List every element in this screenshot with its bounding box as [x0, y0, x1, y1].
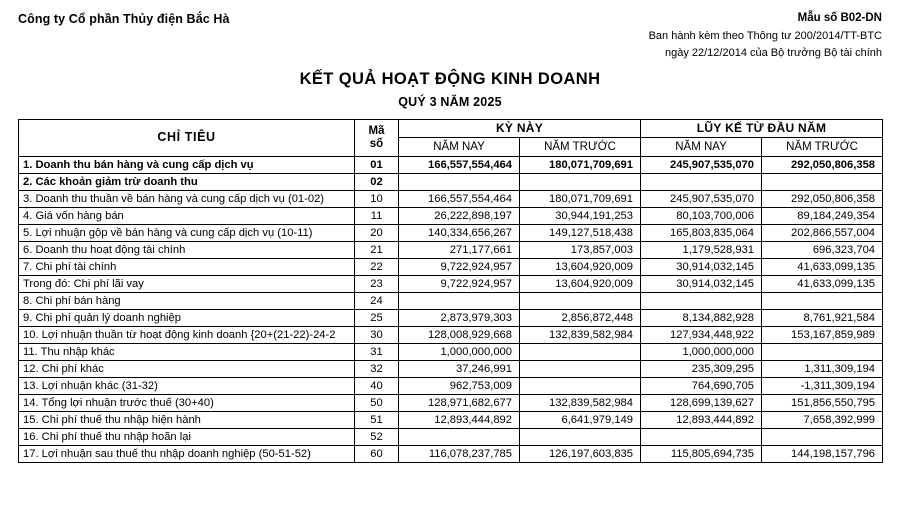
row-cumulative-this-year: 235,309,295: [641, 361, 762, 378]
row-indicator-label: 13. Lợi nhuận khác (31-32): [19, 378, 355, 395]
row-code: 23: [355, 276, 399, 293]
row-current-last-year: [520, 174, 641, 191]
row-current-this-year: [399, 429, 520, 446]
row-indicator-label: Trong đó: Chi phí lãi vay: [19, 276, 355, 293]
table-body: [19, 157, 883, 463]
row-current-last-year: 2,856,872,448: [520, 310, 641, 327]
row-cumulative-last-year: 8,761,921,584: [762, 310, 883, 327]
document-header: [18, 10, 882, 62]
table-row: [19, 446, 883, 463]
row-current-this-year: 128,971,682,677: [399, 395, 520, 412]
table-row: [19, 310, 883, 327]
row-current-last-year: 173,857,003: [520, 242, 641, 259]
table-header: [19, 119, 883, 156]
row-cumulative-this-year: 30,914,032,145: [641, 259, 762, 276]
row-cumulative-this-year: 30,914,032,145: [641, 276, 762, 293]
row-current-this-year: 9,722,924,957: [399, 259, 520, 276]
table-row: [19, 395, 883, 412]
row-cumulative-this-year: [641, 293, 762, 310]
table-row: [19, 259, 883, 276]
row-code: 24: [355, 293, 399, 310]
row-cumulative-this-year: 1,179,528,931: [641, 242, 762, 259]
form-code: Mẫu số B02-DN: [797, 12, 882, 24]
row-current-last-year: 132,839,582,984: [520, 395, 641, 412]
table-row: [19, 174, 883, 191]
row-code: 10: [355, 191, 399, 208]
row-current-last-year: 126,197,603,835: [520, 446, 641, 463]
table-row: [19, 276, 883, 293]
column-group-cumulative: LŨY KẾ TỪ ĐẦU NĂM: [641, 119, 883, 137]
row-cumulative-this-year: [641, 429, 762, 446]
form-issue-note: Ban hành kèm theo Thông tư 200/2014/TT-BTC: [648, 29, 882, 42]
row-current-last-year: [520, 361, 641, 378]
row-code: 01: [355, 157, 399, 174]
table-row: [19, 208, 883, 225]
row-current-last-year: 30,944,191,253: [520, 208, 641, 225]
table-row: [19, 157, 883, 174]
row-indicator-label: 8. Chi phí bán hàng: [19, 293, 355, 310]
row-current-this-year: [399, 174, 520, 191]
row-code: 25: [355, 310, 399, 327]
column-header-code-line2: số: [369, 138, 384, 151]
column-header-code-line1: Mã: [368, 124, 385, 137]
row-current-this-year: [399, 293, 520, 310]
row-cumulative-this-year: 245,907,535,070: [641, 157, 762, 174]
row-current-last-year: 132,839,582,984: [520, 327, 641, 344]
row-current-this-year: 140,334,656,267: [399, 225, 520, 242]
form-meta: [649, 10, 882, 62]
row-indicator-label: 12. Chi phí khác: [19, 361, 355, 378]
row-cumulative-this-year: 8,134,882,928: [641, 310, 762, 327]
table-row: [19, 429, 883, 446]
column-header-current-last-year: NĂM TRƯỚC: [520, 137, 641, 156]
row-code: 02: [355, 174, 399, 191]
row-cumulative-last-year: 202,866,557,004: [762, 225, 883, 242]
row-current-last-year: 6,641,979,149: [520, 412, 641, 429]
row-cumulative-this-year: 165,803,835,064: [641, 225, 762, 242]
row-cumulative-this-year: 127,934,448,922: [641, 327, 762, 344]
row-code: 31: [355, 344, 399, 361]
row-code: 30: [355, 327, 399, 344]
table-row: [19, 242, 883, 259]
report-period: QUÝ 3 NĂM 2025: [398, 94, 502, 109]
row-indicator-label: 2. Các khoản giảm trừ doanh thu: [19, 174, 355, 191]
row-cumulative-last-year: [762, 293, 883, 310]
row-indicator-label: 1. Doanh thu bán hàng và cung cấp dịch vụ: [19, 157, 355, 174]
page-title: KẾT QUẢ HOẠT ĐỘNG KINH DOANH: [299, 69, 601, 88]
row-indicator-label: 10. Lợi nhuận thuần từ hoạt động kinh doanh {20+(21-22)-24-2: [19, 327, 355, 344]
row-cumulative-this-year: 1,000,000,000: [641, 344, 762, 361]
row-code: 60: [355, 446, 399, 463]
row-code: 22: [355, 259, 399, 276]
row-code: 32: [355, 361, 399, 378]
row-code: 52: [355, 429, 399, 446]
table-row: [19, 378, 883, 395]
row-current-this-year: 9,722,924,957: [399, 276, 520, 293]
table-row: [19, 344, 883, 361]
column-header-indicator: CHỈ TIÊU: [19, 119, 355, 156]
row-current-last-year: [520, 293, 641, 310]
row-indicator-label: 3. Doanh thu thuần về bán hàng và cung cấp dịch vụ (01-02): [19, 191, 355, 208]
row-code: 21: [355, 242, 399, 259]
row-code: 51: [355, 412, 399, 429]
row-code: 40: [355, 378, 399, 395]
table-row: [19, 191, 883, 208]
row-code: 50: [355, 395, 399, 412]
company-name: Công ty Cổ phần Thủy điện Bắc Hà: [18, 12, 230, 26]
row-current-last-year: [520, 378, 641, 395]
row-code: 20: [355, 225, 399, 242]
row-indicator-label: 17. Lợi nhuận sau thuế thu nhập doanh nghiệp (50-51-52): [19, 446, 355, 463]
row-cumulative-this-year: 115,805,694,735: [641, 446, 762, 463]
row-current-this-year: 116,078,237,785: [399, 446, 520, 463]
row-cumulative-last-year: [762, 344, 883, 361]
row-indicator-label: 9. Chi phí quản lý doanh nghiệp: [19, 310, 355, 327]
row-cumulative-last-year: [762, 174, 883, 191]
row-indicator-label: 14. Tổng lợi nhuận trước thuế (30+40): [19, 395, 355, 412]
row-current-this-year: 1,000,000,000: [399, 344, 520, 361]
row-cumulative-last-year: 144,198,157,796: [762, 446, 883, 463]
table-row: [19, 225, 883, 242]
row-current-last-year: [520, 429, 641, 446]
column-header-cum-this-year: NĂM NAY: [641, 137, 762, 156]
row-cumulative-last-year: 153,167,859,989: [762, 327, 883, 344]
row-indicator-label: 16. Chi phí thuế thu nhập hoãn lại: [19, 429, 355, 446]
row-cumulative-last-year: 292,050,806,358: [762, 191, 883, 208]
row-current-this-year: 128,008,929,668: [399, 327, 520, 344]
row-current-this-year: 12,893,444,892: [399, 412, 520, 429]
column-group-current-period: KỲ NÀY: [399, 119, 641, 137]
row-cumulative-this-year: 12,893,444,892: [641, 412, 762, 429]
row-cumulative-last-year: 89,184,249,354: [762, 208, 883, 225]
row-cumulative-last-year: -1,311,309,194: [762, 378, 883, 395]
table-row: [19, 327, 883, 344]
title-block: [18, 70, 882, 109]
row-indicator-label: 11. Thu nhập khác: [19, 344, 355, 361]
row-current-this-year: 166,557,554,464: [399, 157, 520, 174]
row-current-last-year: 13,604,920,009: [520, 276, 641, 293]
row-indicator-label: 5. Lợi nhuận gộp về bán hàng và cung cấp dịch vụ (10-11): [19, 225, 355, 242]
row-current-this-year: 2,873,979,303: [399, 310, 520, 327]
row-cumulative-last-year: 151,856,550,795: [762, 395, 883, 412]
row-current-this-year: 37,246,991: [399, 361, 520, 378]
row-cumulative-last-year: 696,323,704: [762, 242, 883, 259]
row-current-last-year: 180,071,709,691: [520, 191, 641, 208]
row-current-last-year: [520, 344, 641, 361]
column-header-code: [355, 119, 399, 156]
row-current-this-year: 166,557,554,464: [399, 191, 520, 208]
row-cumulative-this-year: 128,699,139,627: [641, 395, 762, 412]
row-current-last-year: 13,604,920,009: [520, 259, 641, 276]
table-row: [19, 361, 883, 378]
column-header-current-this-year: NĂM NAY: [399, 137, 520, 156]
income-statement-table: [18, 119, 883, 463]
row-cumulative-last-year: 41,633,099,135: [762, 259, 883, 276]
row-cumulative-last-year: 41,633,099,135: [762, 276, 883, 293]
row-current-last-year: 149,127,518,438: [520, 225, 641, 242]
row-indicator-label: 6. Doanh thu hoạt động tài chính: [19, 242, 355, 259]
row-cumulative-last-year: 1,311,309,194: [762, 361, 883, 378]
form-issue-date: ngày 22/12/2014 của Bộ trưởng Bộ tài chính: [664, 46, 882, 59]
table-row: [19, 293, 883, 310]
table-row: [19, 412, 883, 429]
row-cumulative-this-year: 245,907,535,070: [641, 191, 762, 208]
row-cumulative-last-year: 292,050,806,358: [762, 157, 883, 174]
row-cumulative-last-year: 7,658,392,999: [762, 412, 883, 429]
row-cumulative-this-year: 80,103,700,006: [641, 208, 762, 225]
row-current-this-year: 26,222,898,197: [399, 208, 520, 225]
row-cumulative-this-year: [641, 174, 762, 191]
row-cumulative-this-year: 764,690,705: [641, 378, 762, 395]
row-cumulative-last-year: [762, 429, 883, 446]
row-current-last-year: 180,071,709,691: [520, 157, 641, 174]
row-indicator-label: 4. Giá vốn hàng bán: [19, 208, 355, 225]
row-indicator-label: 7. Chi phí tài chính: [19, 259, 355, 276]
row-indicator-label: 15. Chi phí thuế thu nhập hiện hành: [19, 412, 355, 429]
row-current-this-year: 962,753,009: [399, 378, 520, 395]
row-current-this-year: 271,177,661: [399, 242, 520, 259]
column-header-cum-last-year: NĂM TRƯỚC: [762, 137, 883, 156]
row-code: 11: [355, 208, 399, 225]
